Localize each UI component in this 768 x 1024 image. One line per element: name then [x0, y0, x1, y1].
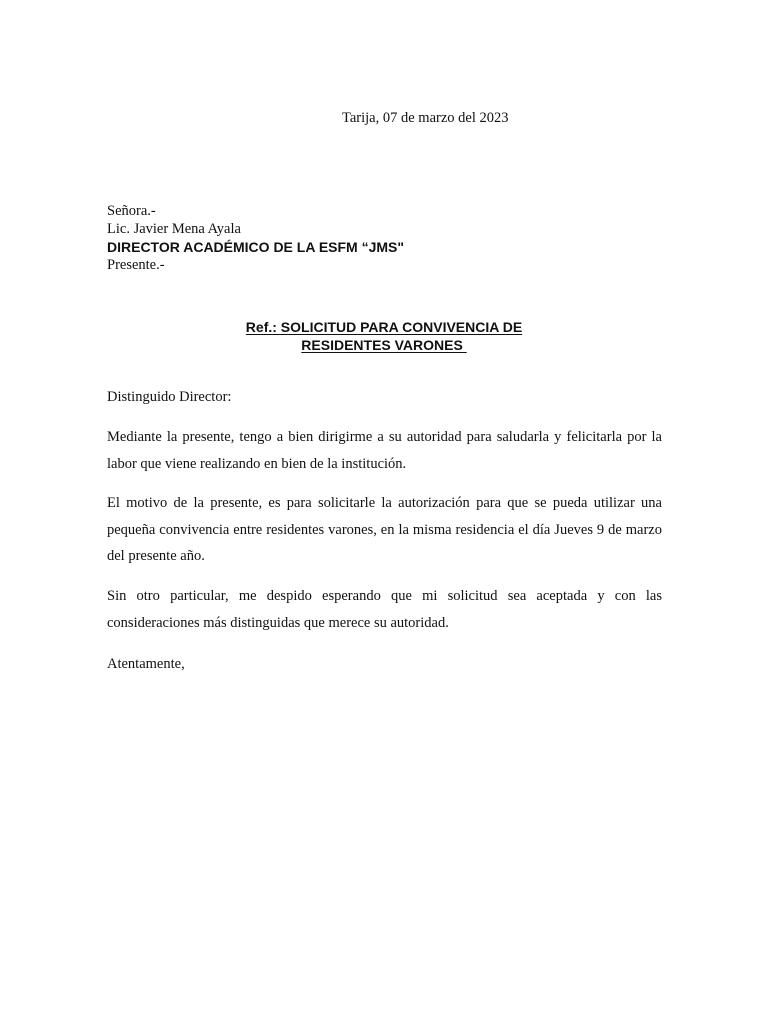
recipient-title: DIRECTOR ACADÉMICO DE LA ESFM “JMS" [107, 239, 405, 255]
body-paragraph-2: El motivo de la presente, es para solicitarle la autorización para que se pueda utilizar una pequeña convivencia entre residentes varones, en la misma residencia el día Jueves 9 de marzo del presente año. [107, 495, 662, 564]
recipient-presente: Presente.- [107, 257, 165, 273]
recipient-block [107, 202, 667, 274]
body-paragraph-3: Sin otro particular, me despido esperando que mi solicitud sea aceptada y con las consideraciones más distinguidas que merece su autoridad. [107, 588, 662, 631]
reference-line-1: Ref.: SOLICITUD PARA CONVIVENCIA DE [245, 319, 523, 335]
body-paragraph-1: Mediante la presente, tengo a bien dirigirme a su autoridad para saludarla y felicitarla por la labor que viene realizando en bien de la institución. [107, 429, 662, 472]
reference-line-2: RESIDENTES VARONES [301, 337, 467, 353]
recipient-greeting: Señora.- [107, 203, 156, 219]
letter-date: Tarija, 07 de marzo del 2023 [342, 110, 509, 126]
recipient-name: Lic. Javier Mena Ayala [107, 221, 241, 237]
reference-block [107, 318, 661, 354]
salutation: Distinguido Director: [107, 389, 232, 405]
closing: Atentamente, [107, 656, 185, 672]
